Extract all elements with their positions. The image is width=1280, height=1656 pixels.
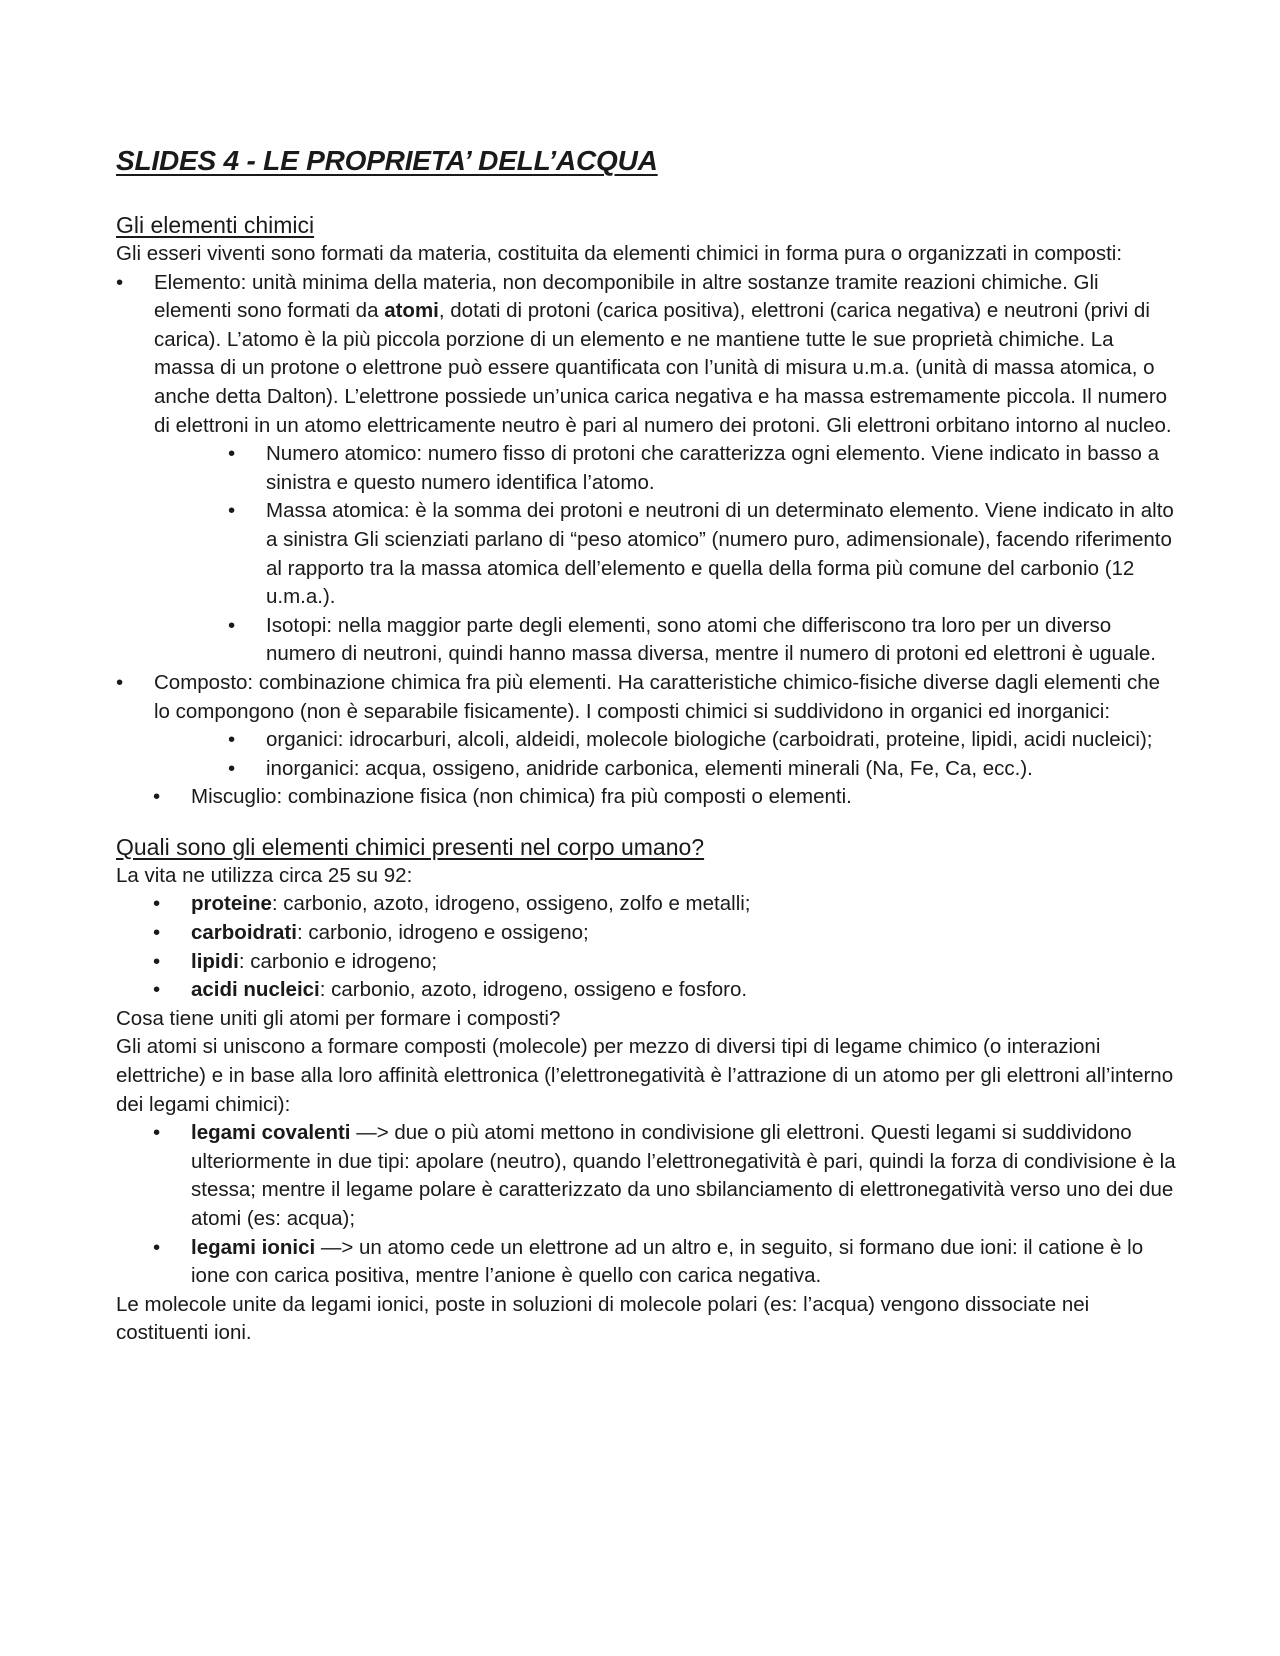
list-item-inorganici: [116, 755, 1176, 784]
closing-paragraph: Le molecole unite da legami ionici, poste in soluzioni di molecole polari (es: l’acqua) vengono dissociate nei costituenti ioni.: [116, 1292, 1090, 1345]
item-text: —> due o più atomi mettono in condivisione gli elettroni. Questi legami si suddividono ulteriormente in due tipi: apolare (neutro), quando l’elettronegatività è pari, quindi la forza di condivisione è la stessa; mentre il legame polare è caratterizzato da uno sbilanciamento di elettronegatività verso uno dei due atomi (es: acqua);: [191, 1121, 1176, 1230]
bullet-glyph: •: [153, 949, 161, 973]
list-item-organici: [116, 726, 1176, 755]
bullet-glyph: •: [228, 756, 236, 780]
section-heading-elementi: Gli elementi chimici: [116, 212, 315, 238]
list-item-carboidrati: [116, 919, 1176, 948]
item-text: —> un atomo cede un elettrone ad un altro e, in seguito, si formano due ioni: il catione è lo ione con carica positiva, mentre l’anione è quello con carica negativa.: [191, 1235, 1144, 1288]
bullet-glyph: •: [153, 921, 161, 945]
bullet-glyph: •: [116, 670, 124, 694]
biomolecule-list: [116, 890, 1176, 1004]
elementi-list: [116, 269, 1176, 812]
section-heading-corpo-umano: Quali sono gli elementi chimici presenti nel corpo umano?: [116, 833, 705, 860]
item-bold: legami covalenti: [191, 1121, 351, 1145]
item-bold: legami ionici: [191, 1235, 316, 1259]
bullet-glyph: •: [153, 892, 161, 916]
bullet-glyph: •: [153, 1235, 161, 1259]
elemento-text-a: Elemento: unità minima della materia, non decomponibile in altre sostanze tramite reazioni chimiche. Gli elementi sono formati da: [154, 270, 1099, 323]
miscuglio-text: Miscuglio: combinazione fisica (non chimica) fra più composti o elementi.: [191, 785, 852, 809]
list-item-miscuglio: [116, 783, 1176, 812]
question-text: Cosa tiene uniti gli atomi per formare i composti?: [116, 1006, 561, 1030]
bullet-glyph: •: [228, 499, 236, 523]
elemento-text-b: , dotati di protoni (carica positiva), elettroni (carica negativa) e neutroni (privi di carica). L’atomo è la più piccola porzione di un elemento e ne mantiene tutte le sue proprietà chimiche. La massa di un protone o elettrone può essere quantificata con l’unità di misura u.m.a. (unità di massa atomica, o anche detta Dalton). L’elettrone possiede un’unica carica negativa e ha massa estremamente piccola. Il numero di elettroni in un atomo elettricamente neutro è pari al numero dei protoni. Gli elettroni orbitano intorno al nucleo.: [154, 299, 1172, 437]
page-title: SLIDES 4 - LE PROPRIETA’ DELL’ACQUA: [116, 145, 658, 176]
list-item-lipidi: [116, 948, 1176, 977]
section-intro: La vita ne utilizza circa 25 su 92:: [116, 863, 413, 887]
section-intro: Gli esseri viventi sono formati da materia, costituita da elementi chimici in forma pura o organizzati in composti:: [116, 242, 1123, 265]
elemento-bold: atomi: [384, 299, 439, 323]
list-item-elemento: [116, 269, 1176, 441]
sub-item-text: Isotopi: nella maggior parte degli elementi, sono atomi che differiscono tra loro per un diverso numero di neutroni, quindi hanno massa diversa, mentre il numero di protoni ed elettroni è uguale.: [266, 613, 1156, 666]
sub-item-text: Massa atomica: è la somma dei protoni e neutroni di un determinato elemento. Viene indicato in alto a sinistra Gli scienziati parlano di “peso atomico” (numero puro, adimensionale), facendo riferimento al rapporto tra la massa atomica dell’elemento e quella della forma più comune del carbonio (12 u.m.a.).: [266, 499, 1174, 609]
bonds-list: [116, 1119, 1176, 1291]
list-item-numero-atomico: [116, 440, 1176, 497]
bullet-glyph: •: [153, 1121, 161, 1145]
list-item-proteine: [116, 890, 1176, 919]
sub-item-text: inorganici: acqua, ossigeno, anidride carbonica, elementi minerali (Na, Fe, Ca, ecc.).: [266, 756, 1033, 780]
sub-item-text: Numero atomico: numero fisso di protoni che caratterizza ogni elemento. Viene indicato in basso a sinistra e questo numero identifica l’atomo.: [266, 442, 1159, 494]
item-text: : carbonio, idrogeno e ossigeno;: [296, 921, 589, 945]
list-item-acidi-nucleici: [116, 976, 1176, 1005]
list-item-legami-ionici: [116, 1234, 1176, 1291]
list-item-massa-atomica: [116, 497, 1176, 611]
item-bold: acidi nucleici: [191, 978, 320, 1002]
list-item-isotopi: [116, 612, 1176, 669]
bullet-glyph: •: [228, 728, 236, 752]
bullet-glyph: •: [228, 442, 236, 466]
bullet-glyph: •: [153, 978, 161, 1002]
item-bold: lipidi: [191, 949, 239, 973]
composto-text: Composto: combinazione chimica fra più elementi. Ha caratteristiche chimico-fisiche diverse dagli elementi che lo compongono (non è separabile fisicamente). I composti chimici si suddividono in organici ed inorganici:: [154, 670, 1161, 723]
paragraph-legami: Gli atomi si uniscono a formare composti (molecole) per mezzo di diversi tipi di legame chimico (o interazioni elettriche) e in base alla loro affinità elettronica (l’elettronegatività è l’attrazione di un atomo per gli elettroni all’interno dei legami chimici):: [116, 1035, 1174, 1116]
item-text: : carbonio, azoto, idrogeno, ossigeno e fosforo.: [319, 978, 748, 1002]
item-text: : carbonio e idrogeno;: [238, 949, 438, 973]
sub-item-text: organici: idrocarburi, alcoli, aldeidi, molecole biologiche (carboidrati, proteine, lipidi, acidi nucleici);: [266, 728, 1153, 752]
bullet-glyph: •: [153, 785, 161, 809]
item-text: : carbonio, azoto, idrogeno, ossigeno, zolfo e metalli;: [271, 892, 751, 916]
item-bold: proteine: [191, 892, 272, 916]
bullet-glyph: •: [228, 613, 236, 637]
list-item-legami-covalenti: [116, 1119, 1176, 1233]
bullet-glyph: •: [116, 270, 124, 294]
document-body: [116, 210, 1176, 1348]
item-bold: carboidrati: [191, 921, 297, 945]
section-gap: [116, 812, 1176, 832]
list-item-composto: [116, 669, 1176, 726]
